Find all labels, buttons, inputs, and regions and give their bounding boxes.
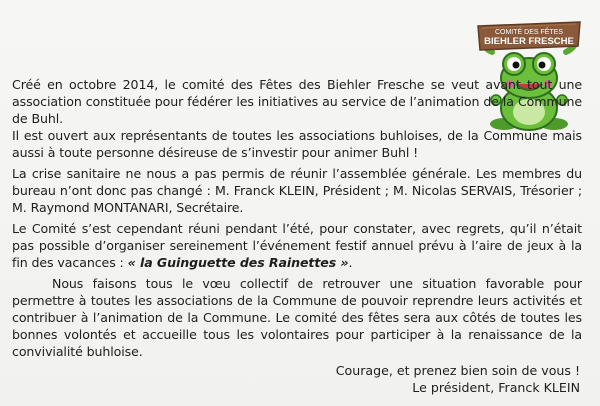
signoff-signature: Le président, Franck KLEIN [412,380,580,395]
paragraph-intro: Créé en octobre 2014, le comité des Fêtes des Biehler Fresche se veut avant tout une association constituée pour fédérer les initiatives au service de l’animation de la Commune de Buhl. [12,77,582,126]
paragraph-bureau: La crise sanitaire ne nous a pas permis de réunir l’assemblée générale. Les membres du bureau n’ont donc pas changé : M. Franck KLEIN, Président ; M. Nicolas SERVAIS, Trésorier ; M. Raymond MONTANARI, Secrétaire. [12,166,582,215]
paragraph-event-end: . [348,255,353,270]
event-name: « la Guinguette des Rainettes » [127,255,349,270]
paragraph-event-cancelled [12,220,582,271]
paragraph-event-text: Le Comité s’est cependant réuni pendant l’été, pour constater, avec regrets, qu’il n’était pas possible d’organiser sereinement l’événement festif annuel prévu à l’aire de jeux à la fin des vacances : [12,221,582,270]
paragraph-wishes: Nous faisons tous le vœu collectif de retrouver une situation favorable pour permettre à toutes les associations de la Commune de pouvoir reprendre leurs activités et contribuer à l’animation de la Commune. Le comité des fêtes sera aux côtés de toutes les bonnes volontés et accueille tous les volontaires pour participer à la renaissance de la convivialité buhloise. [12,276,582,359]
paragraph-open-to-all: Il est ouvert aux représentants de toutes les associations buhloises, de la Commune mais aussi à toute personne désireuse de s’investir pour animer Buhl ! [12,128,582,160]
signoff-closing: Courage, et prenez bien soin de vous ! [335,363,580,378]
banner-line2: BIEHLER FRESCHE [484,36,574,47]
letter-body [12,76,582,360]
banner-line1: COMITÉ DES FÊTES [494,29,564,36]
signoff [336,362,580,396]
banner-board [478,22,580,50]
